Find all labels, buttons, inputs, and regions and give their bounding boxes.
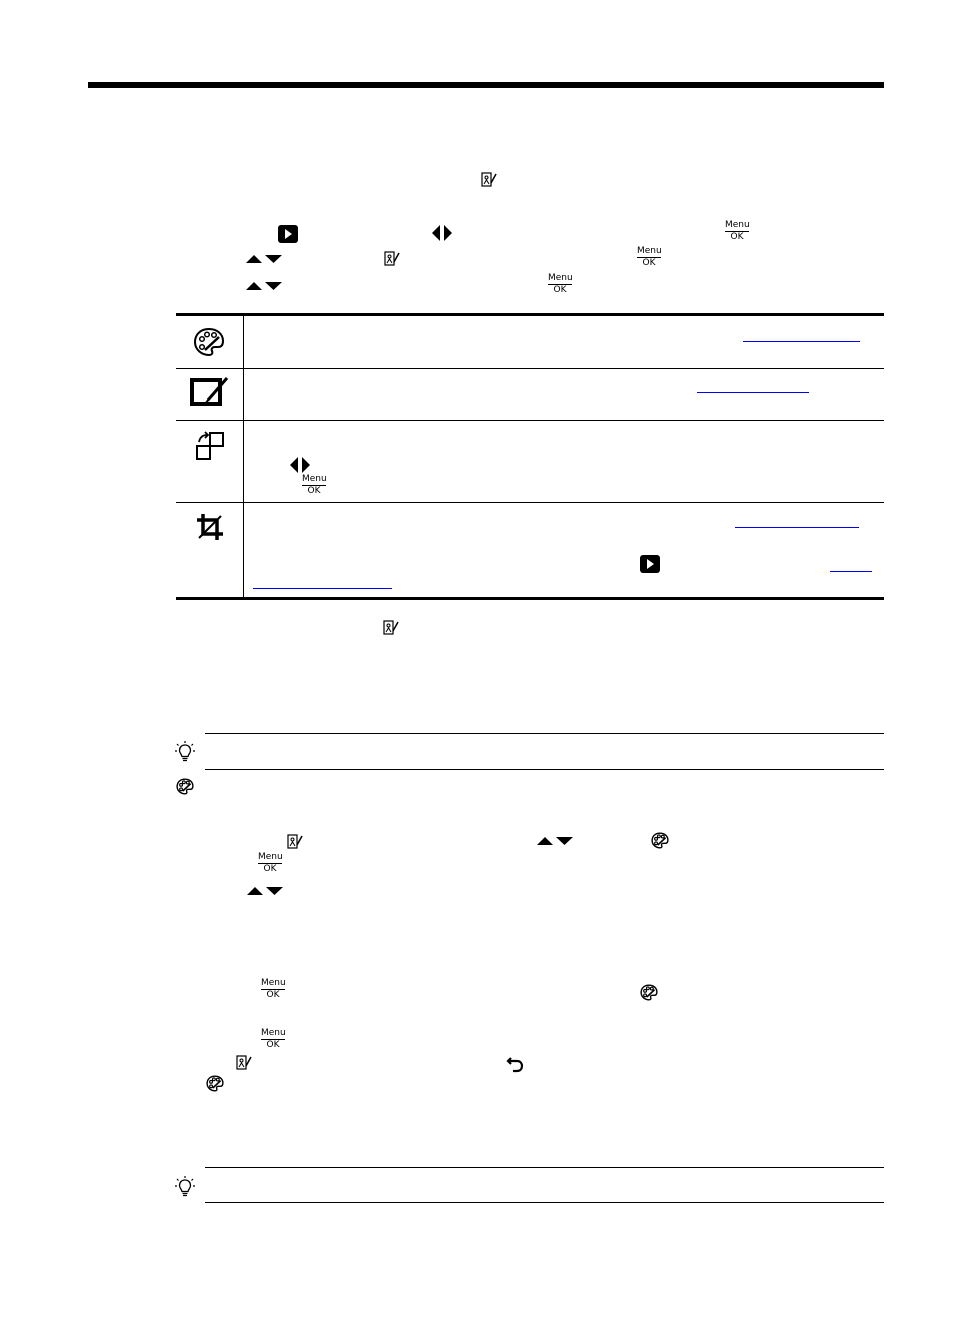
table-row-divider [176,420,884,421]
design-gallery-icon [481,171,497,189]
playback-icon[interactable] [278,225,298,243]
borders-link[interactable] [697,392,809,393]
tip-top-rule [205,733,884,734]
design-gallery-icon [384,250,400,268]
menu-ok-button-icon[interactable]: Menu OK [261,978,286,1000]
palette-icon [651,832,669,849]
back-arrow-icon[interactable] [505,1055,525,1073]
menu-ok-button-icon[interactable]: Menu OK [725,220,750,242]
crop-more-link[interactable] [830,571,872,572]
left-right-arrows-icon[interactable] [430,224,454,242]
menu-ok-button-icon[interactable]: Menu OK [258,852,283,874]
lightbulb-icon [175,1176,195,1198]
up-down-arrows-icon[interactable] [246,886,284,896]
palette-icon [176,778,194,795]
table-row-divider [176,368,884,369]
playback-icon[interactable] [640,555,660,573]
rotate-icon [195,430,227,462]
menu-ok-button-icon[interactable]: Menu OK [637,246,662,268]
table-row-divider [176,502,884,503]
frame-border-icon [190,376,230,406]
artistic-effects-link[interactable] [743,341,860,342]
design-gallery-icon [287,833,303,851]
up-down-arrows-icon[interactable] [245,254,283,264]
tip-bottom-rule [205,769,884,770]
table-column-divider [243,316,244,597]
lightbulb-icon [175,741,195,763]
crop-link[interactable] [735,527,859,528]
tip-bottom-rule [205,1202,884,1203]
crop-icon [195,512,225,542]
menu-ok-button-icon[interactable]: Menu OK [302,474,327,496]
palette-icon [206,1075,224,1092]
crop-more-link-continued[interactable] [253,588,392,589]
tip-top-rule [205,1167,884,1168]
palette-icon [193,327,225,357]
table-top-rule [176,313,884,316]
header-rule [88,82,884,88]
design-gallery-icon [383,619,399,637]
menu-ok-button-icon[interactable]: Menu OK [548,273,573,295]
table-bottom-rule [176,597,884,600]
menu-ok-button-icon[interactable]: Menu OK [261,1028,286,1050]
left-right-arrows-icon[interactable] [288,456,312,474]
up-down-arrows-icon[interactable] [245,281,283,291]
design-gallery-icon [236,1054,252,1072]
up-down-arrows-icon[interactable] [536,836,574,846]
palette-icon [640,984,658,1001]
